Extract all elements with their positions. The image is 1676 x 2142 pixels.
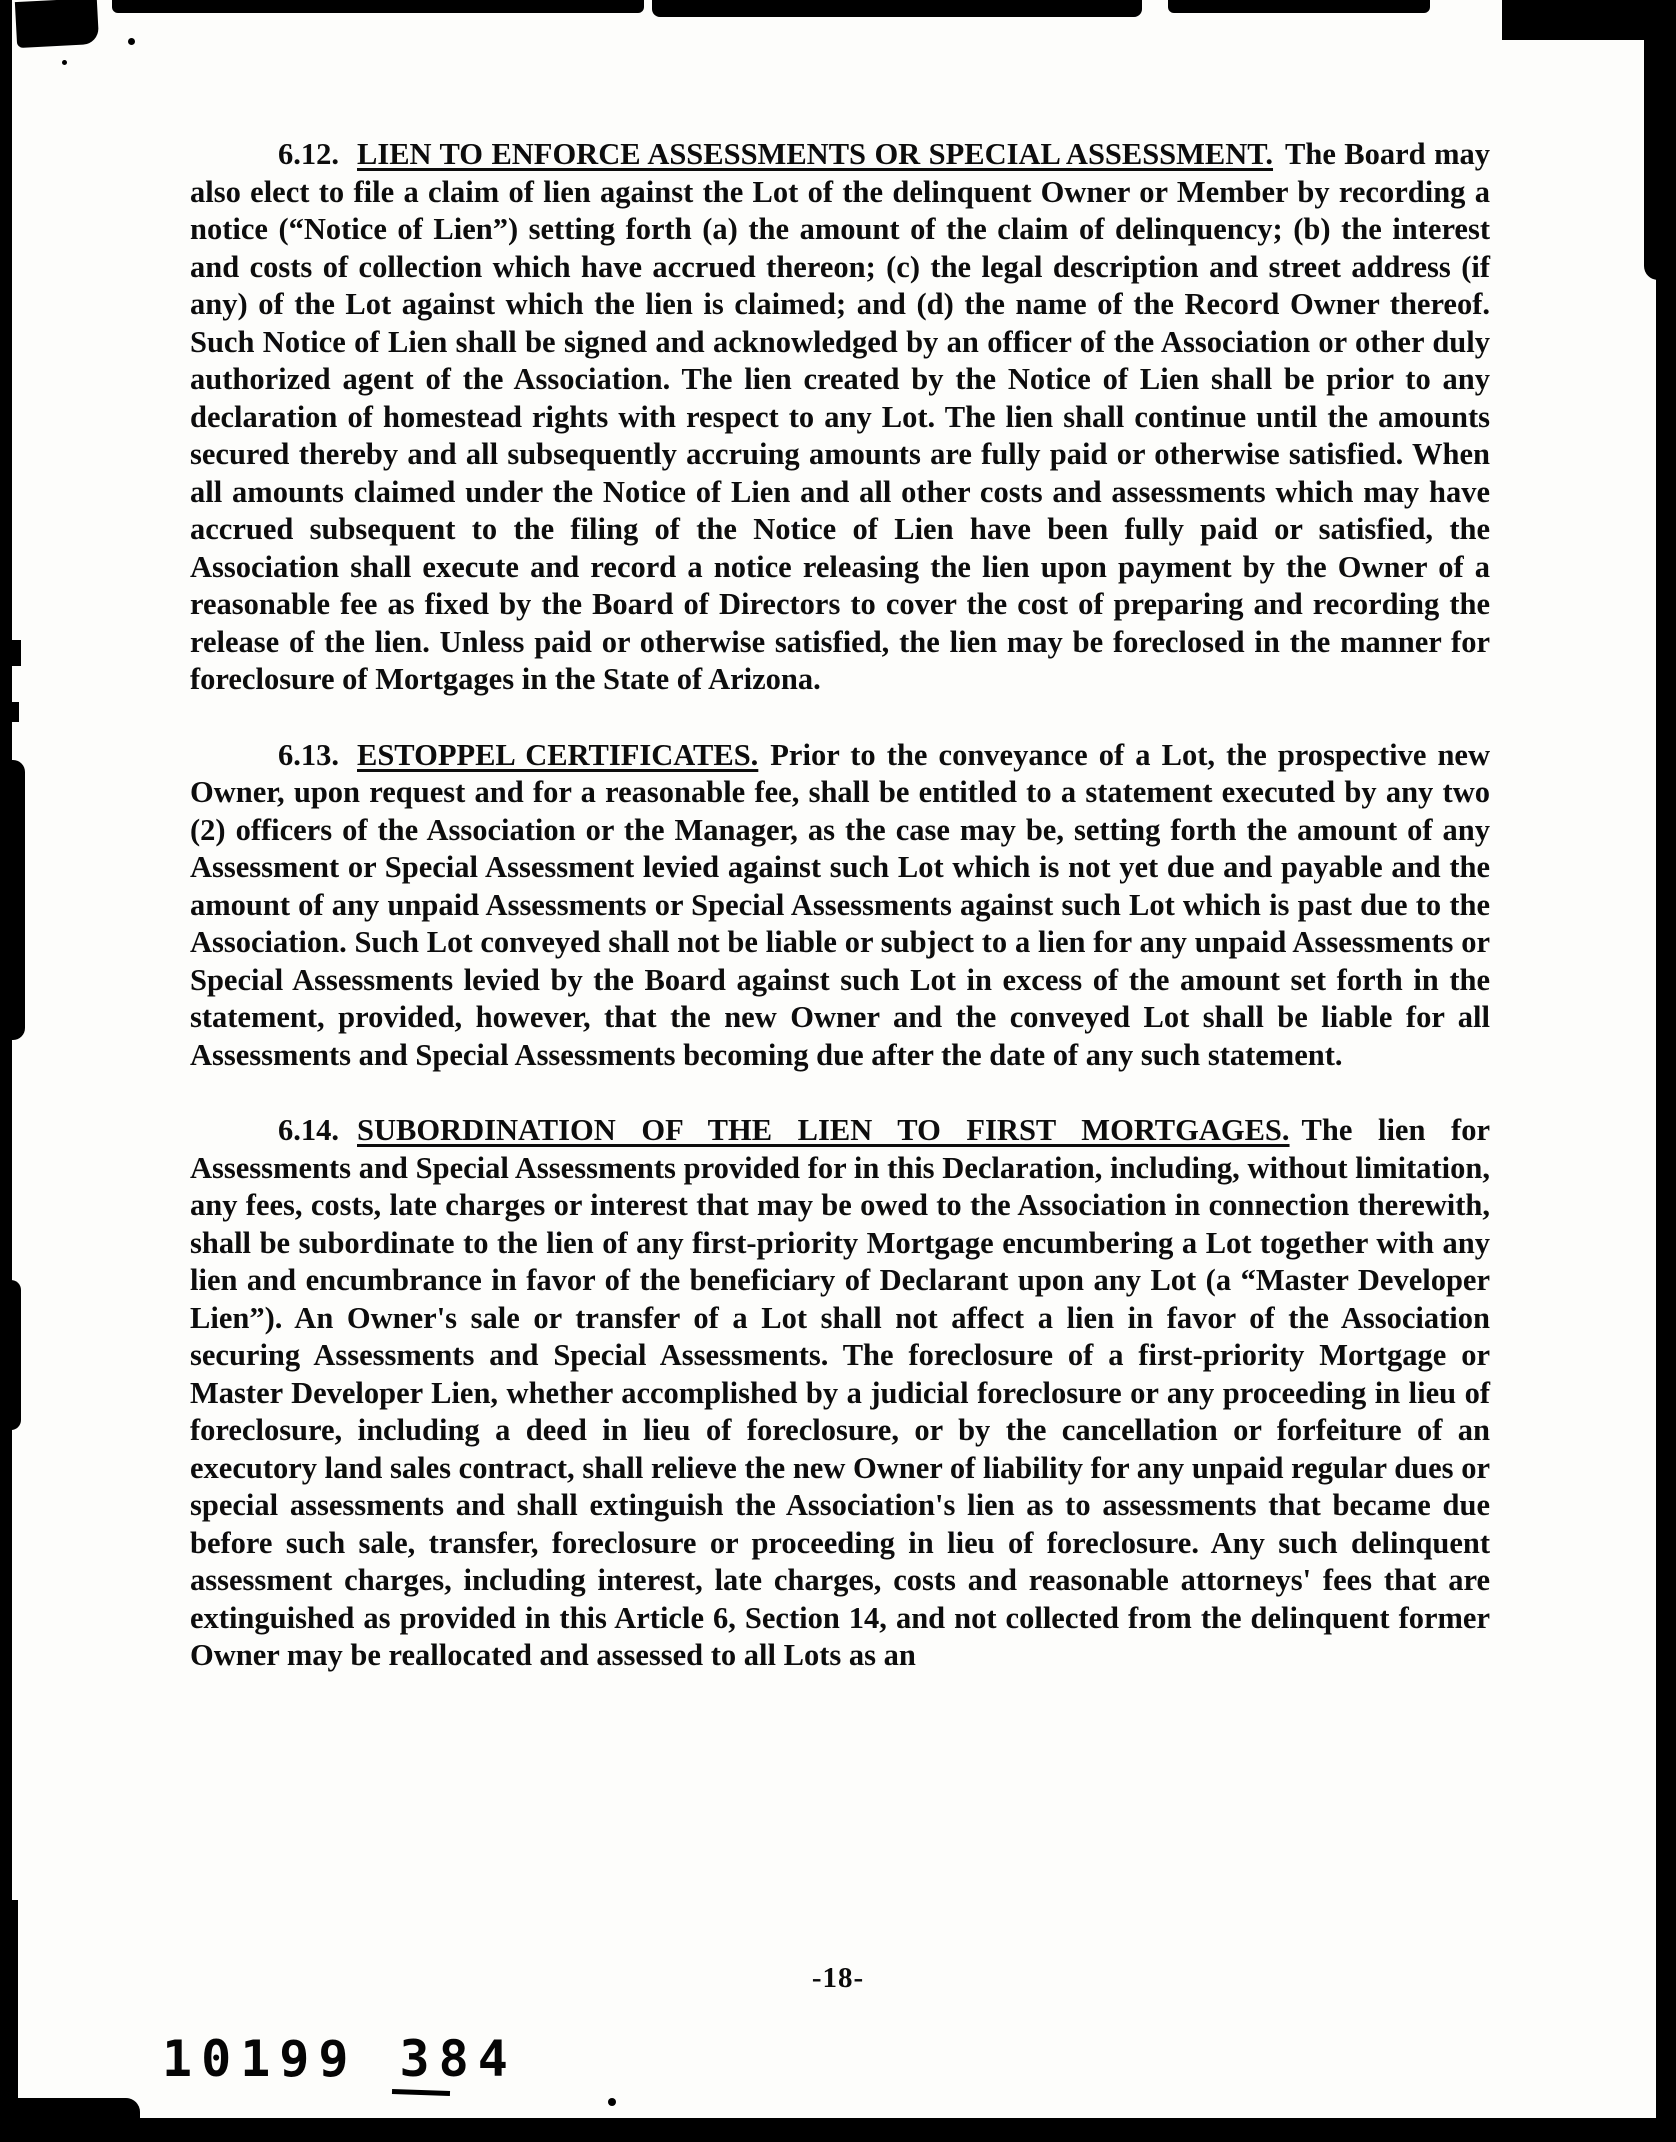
recording-stamp — [162, 2030, 517, 2088]
scan-artifact-right-edge — [1656, 0, 1676, 2142]
section-number: 6.14. — [278, 1113, 339, 1147]
section-paragraph-6-14 — [190, 1112, 1490, 1675]
scan-artifact-stamp-underline — [392, 2089, 450, 2096]
section-paragraph-6-13 — [190, 737, 1490, 1075]
scan-artifact-left-tick-2 — [10, 702, 19, 722]
section-body: The lien for Assessments and Special Assessments provided for in this Declaration, including, without limitation, any fees, costs, late charges or interest that may be owed to the Association in connection therewith, shall be subordinate to the lien of any first-priority Mortgage encumbering a Lot together with any lien and encumbrance in favor of the beneficiary of Declarant upon any Lot (a “Master Developer Lien”). An Owner's sale or transfer of a Lot shall not affect a lien in favor of the Association securing Assessments and Special Assessments. The foreclosure of a first-priority Mortgage or Master Developer Lien, whether accomplished by a judicial foreclosure or any proceeding in lieu of foreclosure, including a deed in lieu of foreclosure, or by the cancellation or forfeiture of an executory land sales contract, shall relieve the new Owner of liability for any unpaid regular dues or special assessments and shall extinguish the Association's lien as to assessments that became due before such sale, transfer, foreclosure or proceeding in lieu of foreclosure. Any such delinquent assessment charges, including interest, late charges, costs and reasonable attorneys' fees that are extinguished as provided in this Article 6, Section 14, and not collected from the delinquent former Owner may be reallocated and assessed to all Lots as an — [190, 1113, 1490, 1672]
scan-artifact-left-edge — [0, 0, 12, 2142]
page-number: -18- — [811, 1962, 865, 1994]
section-body: The Board may also elect to file a claim of lien against the Lot of the delinquent Owner or Member by recording a notice (“Notice of Lien”) setting forth (a) the amount of the claim of delinquency; (b) the interest and costs of collection which have accrued thereon; (c) the legal description and street address (if any) of the Lot against which the lien is claimed; and (d) the name of the Record Owner thereof. Such Notice of Lien shall be signed and acknowledged by an officer of the Association or other duly authorized agent of the Association. The lien created by the Notice of Lien shall be prior to any declaration of homestead rights with respect to any Lot. The lien shall continue until the amounts secured thereby and all subsequently accruing amounts are fully paid or otherwise satisfied. When all amounts claimed under the Notice of Lien and all other costs and assessments which may have accrued subsequent to the filing of the Notice of Lien have been fully paid or satisfied, the Association shall execute and record a notice releasing the lien upon payment by the Owner of a reasonable fee as fixed by the Board of Directors to cover the cost of preparing and recording the release of the lien. Unless paid or otherwise satisfied, the lien may be foreclosed in the manner for foreclosure of Mortgages in the State of Arizona. — [190, 137, 1490, 696]
scan-artifact-top-strip-3 — [1168, 0, 1430, 13]
scan-artifact-bottom-left-blob — [0, 2098, 140, 2142]
scan-artifact-left-blob-2 — [0, 1280, 21, 1430]
section-paragraph-6-12 — [190, 136, 1490, 699]
scan-artifact-dot-3 — [608, 2098, 616, 2106]
recording-stamp-book: 10199 — [162, 2030, 358, 2088]
section-number: 6.12. — [278, 137, 339, 171]
scan-artifact-top-strip-2 — [652, 0, 1142, 17]
scan-artifact-dot-1 — [128, 38, 135, 45]
scan-artifact-left-blob-1 — [0, 760, 25, 1040]
recording-stamp-page: 384 — [399, 2030, 517, 2088]
section-heading: LIEN TO ENFORCE ASSESSMENTS OR SPECIAL ASSESSMENT. — [357, 137, 1274, 171]
scan-artifact-right-edge-top — [1644, 0, 1676, 280]
document-body — [190, 136, 1490, 1713]
scan-artifact-top-left-blob — [15, 0, 99, 48]
scan-artifact-dot-2 — [62, 60, 67, 65]
section-number: 6.13. — [278, 737, 339, 772]
section-heading: SUBORDINATION OF THE LIEN TO FIRST MORTGAGES. — [357, 1113, 1290, 1147]
section-body: Prior to the conveyance of a Lot, the prospective new Owner, upon request and for a reasonable fee, shall be entitled to a statement executed by any two (2) officers of the Association or the Manager, as the case may be, setting forth the amount of any Assessment or Special Assessment levied against such Lot which is not yet due and payable and the amount of any unpaid Assessments or Special Assessments against such Lot which is past due to the Association. Such Lot conveyed shall not be liable or subject to a lien for any unpaid Assessments or Special Assessments levied by the Board against such Lot in excess of the amount set forth in the statement, provided, however, that the new Owner and the conveyed Lot shall be liable for all Assessments and Special Assessments becoming due after the date of any such statement. — [190, 737, 1490, 1072]
scan-artifact-bottom-edge — [0, 2118, 1676, 2142]
scan-artifact-top-strip-1 — [112, 0, 644, 13]
scan-artifact-left-tick-1 — [10, 640, 21, 666]
section-heading: ESTOPPEL CERTIFICATES. — [357, 737, 759, 772]
